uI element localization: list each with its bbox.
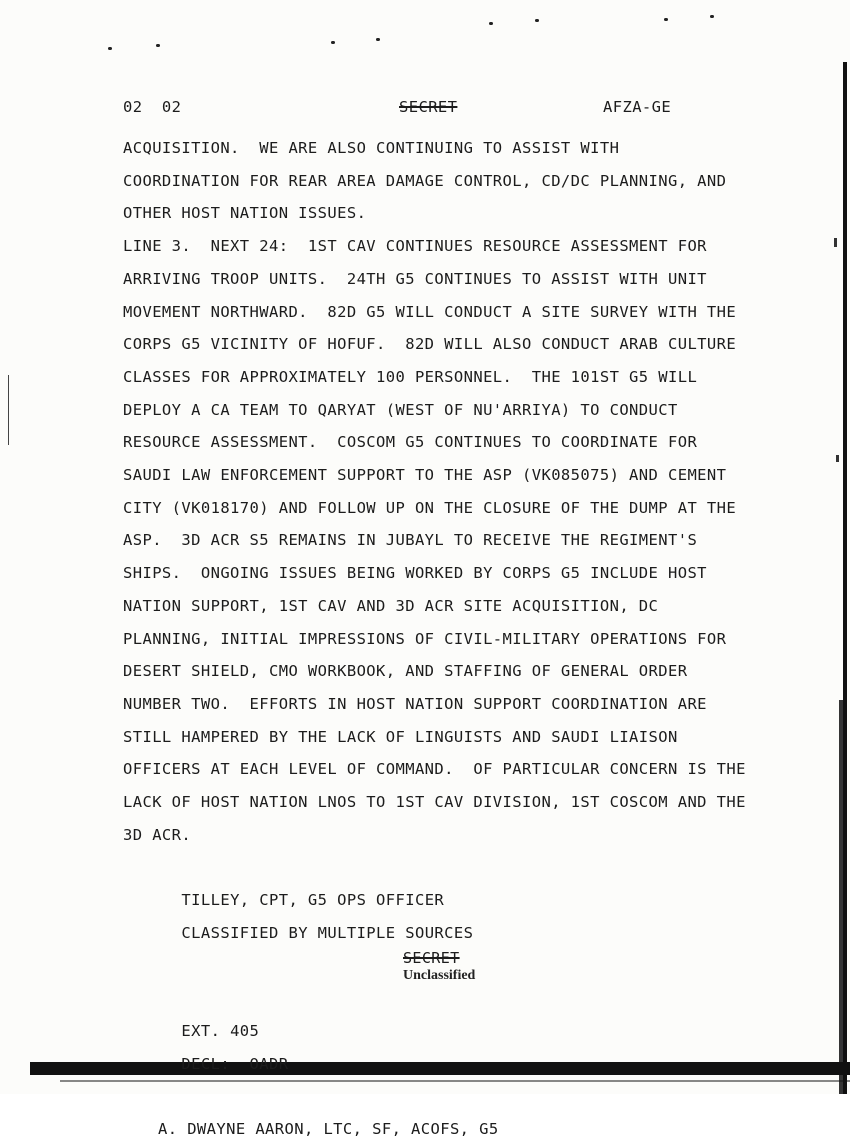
body-line: COORDINATION FOR REAR AREA DAMAGE CONTROL, CD/DC PLANNING, AND [123,171,727,190]
unclassified-stamp: Unclassified [403,968,476,983]
header-classification-stamp: SECRET [399,98,458,116]
scan-speck [535,19,539,22]
footer-classification-stamp: SECRET [403,949,460,967]
extension-number: EXT. 405 [181,1021,260,1040]
body-line: ASP. 3D ACR S5 REMAINS IN JUBAYL TO RECEIVE THE REGIMENT'S [123,531,698,550]
body-line: STILL HAMPERED BY THE LACK OF LINGUISTS AND SAUDI LIAISON [123,727,678,746]
document-body [123,132,783,1146]
scan-right-tick [834,238,837,247]
page-footer [403,950,475,984]
scan-speck [376,38,380,41]
scan-speck [156,44,160,47]
scan-speck [489,22,493,25]
body-line: DESERT SHIELD, CMO WORKBOOK, AND STAFFING OF GENERAL ORDER [123,662,688,681]
body-line: SAUDI LAW ENFORCEMENT SUPPORT TO THE ASP (VK085075) AND CEMENT [123,466,727,485]
signature-row-2 [123,982,783,1113]
scan-edge-right-lower [839,700,847,1094]
scan-speck [108,47,112,50]
body-line: DEPLOY A CA TEAM TO QARYAT (WEST OF NU'ARRIYA) TO CONDUCT [123,400,678,419]
scan-speck [664,18,668,21]
scan-speck [710,15,714,18]
page-number: 02 02 [123,98,182,116]
body-line: SHIPS. ONGOING ISSUES BEING WORKED BY CORPS G5 INCLUDE HOST [123,564,707,583]
decl-line: DECL: OADR [181,1054,289,1073]
body-line: ACQUISITION. WE ARE ALSO CONTINUING TO ASSIST WITH [123,139,620,157]
body-line: OFFICERS AT EACH LEVEL OF COMMAND. OF PARTICULAR CONCERN IS THE [123,760,746,779]
body-line: CLASSES FOR APPROXIMATELY 100 PERSONNEL. THE 101ST G5 WILL [123,367,698,386]
body-line: CORPS G5 VICINITY OF HOFUF. 82D WILL ALSO CONDUCT ARAB CULTURE [123,335,737,354]
body-line: 3D ACR. [123,825,192,844]
body-line: OTHER HOST NATION ISSUES. [123,204,367,223]
page-header [0,98,850,120]
body-line: NATION SUPPORT, 1ST CAV AND 3D ACR SITE ACQUISITION, DC [123,596,659,615]
scan-right-tick [836,455,839,462]
body-line: RESOURCE ASSESSMENT. COSCOM G5 CONTINUES TO COORDINATE FOR [123,433,698,452]
body-line: PLANNING, INITIAL IMPRESSIONS OF CIVIL-MILITARY OPERATIONS FOR [123,629,727,648]
ops-officer-name: TILLEY, CPT, G5 OPS OFFICER [181,891,445,910]
body-line: MOVEMENT NORTHWARD. 82D G5 WILL CONDUCT A SITE SURVEY WITH THE [123,302,737,321]
office-symbol: AFZA-GE [603,98,672,116]
scan-speck [331,41,335,44]
body-line: LACK OF HOST NATION LNOS TO 1ST CAV DIVISION, 1ST COSCOM AND THE [123,793,746,812]
body-line: ARRIVING TROOP UNITS. 24TH G5 CONTINUES TO ASSIST WITH UNIT [123,269,707,288]
classified-by-line: CLASSIFIED BY MULTIPLE SOURCES [181,923,474,942]
scan-left-tick [8,375,9,445]
body-line: NUMBER TWO. EFFORTS IN HOST NATION SUPPORT COORDINATION ARE [123,694,707,713]
body-line: CITY (VK018170) AND FOLLOW UP ON THE CLOSURE OF THE DUMP AT THE [123,498,737,517]
approver-name: A. DWAYNE AARON, LTC, SF, ACOFS, G5 [158,1120,499,1139]
body-line: LINE 3. NEXT 24: 1ST CAV CONTINUES RESOURCE ASSESSMENT FOR [123,237,707,256]
